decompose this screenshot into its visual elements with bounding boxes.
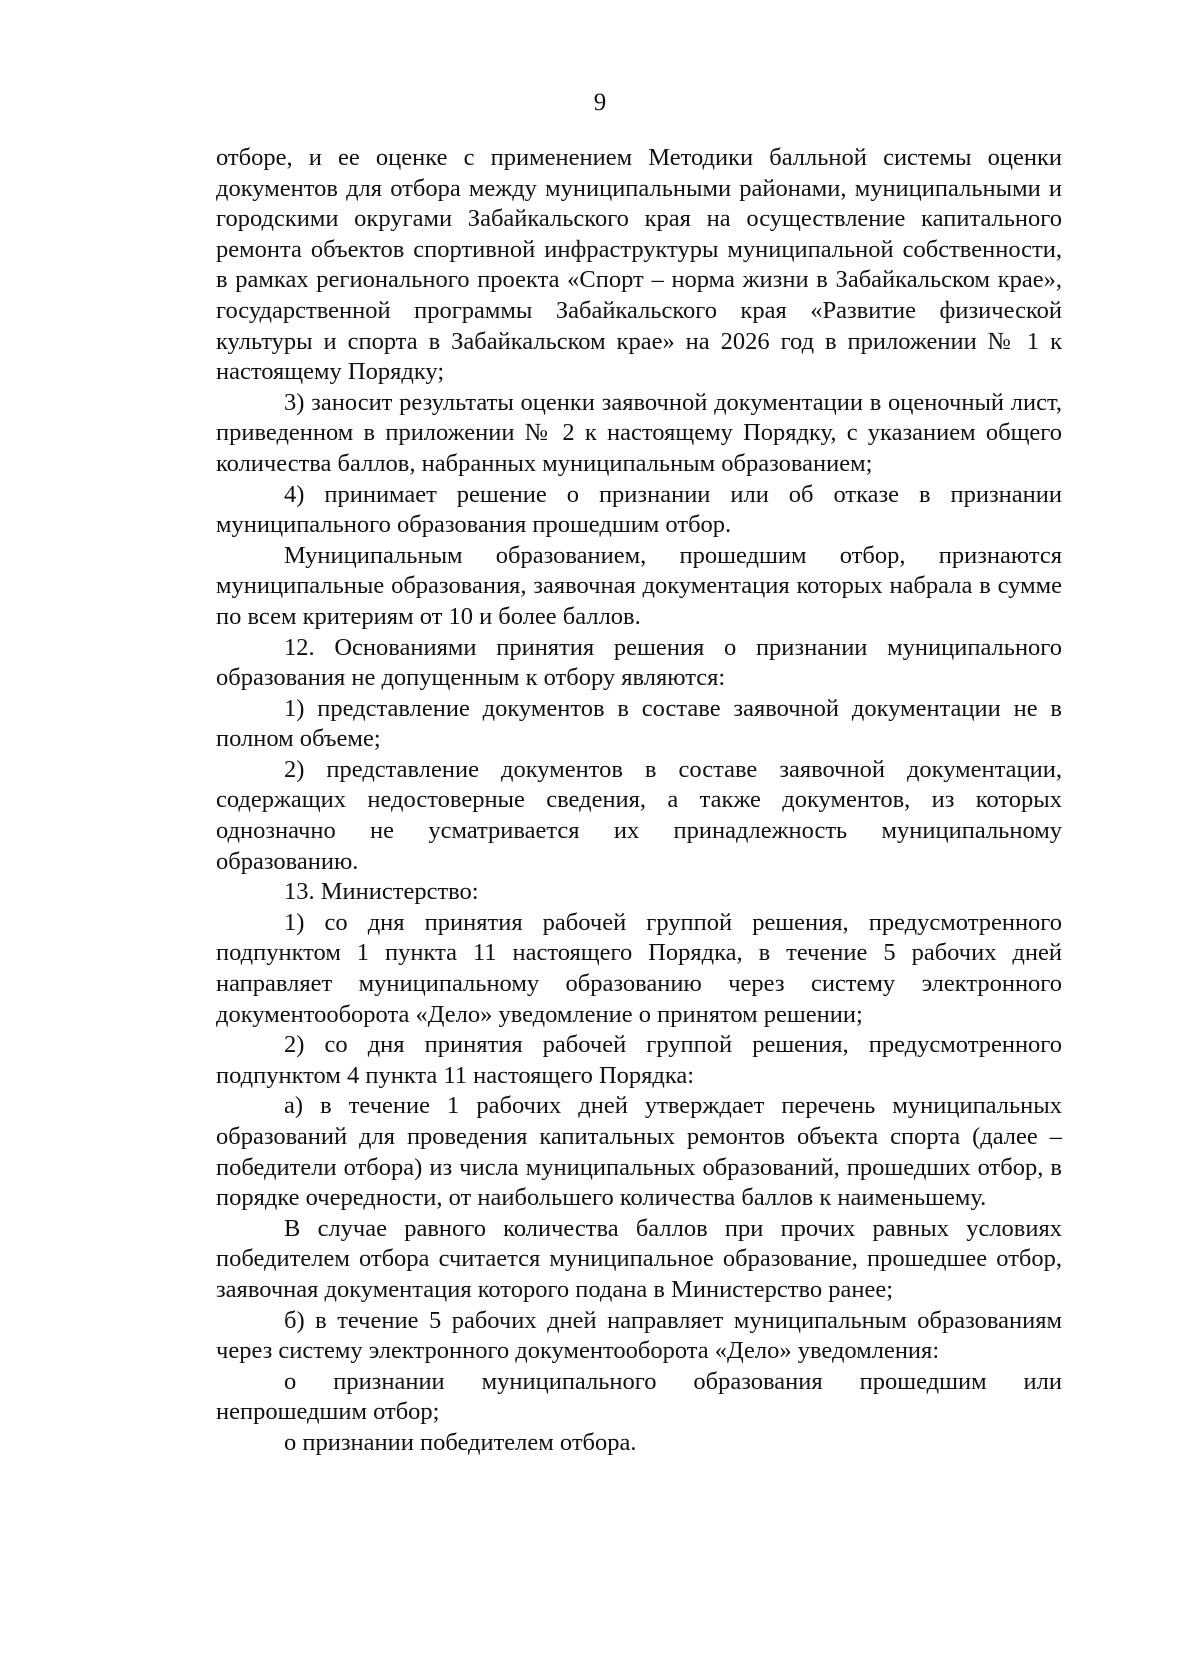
paragraph-passed-selection: Муниципальным образованием, прошедшим отбор, признаются муниципальные образования, заявочная документация которых набрала в сумме по всем критериям от 10 и более баллов. xyxy=(216,541,1062,630)
paragraph-equal-points: В случае равного количества баллов при прочих равных условиях победителем отбора считается муниципальное образование, прошедшее отбор, заявочная документация которого подана в Министерство ранее; xyxy=(216,1214,1062,1303)
document-body xyxy=(216,143,1062,1459)
paragraph-notice-passed: о признании муниципального образования прошедшим или непрошедшим отбор; xyxy=(216,1367,1062,1426)
paragraph-subitem-b: б) в течение 5 рабочих дней направляет муниципальным образованиям через систему электронного документооборота «Дело» уведомления: xyxy=(216,1306,1062,1365)
paragraph-clause-13-item-2: 2) со дня принятия рабочей группой решения, предусмотренного подпунктом 4 пункта 11 настоящего Порядка: xyxy=(216,1031,1062,1089)
paragraph-clause-12: 12. Основаниями принятия решения о признании муниципального образования не допущенным к отбору являются: xyxy=(216,633,1062,692)
paragraph-subitem-a: а) в течение 1 рабочих дней утверждает перечень муниципальных образований для проведения капитальных ремонтов объекта спорта (далее – победители отбора) из числа муниципальных образований, прошедших отбор, в порядке очередности, от наибольшего количества баллов к наименьшему. xyxy=(216,1092,1062,1212)
paragraph-item-3: 3) заносит результаты оценки заявочной документации в оценочный лист, приведенном в приложении № 2 к настоящему Порядку, с указанием общего количества баллов, набранных муниципальным образованием; xyxy=(216,388,1062,477)
paragraph-item-4: 4) принимает решение о признании или об отказе в признании муниципального образования прошедшим отбор. xyxy=(216,480,1062,539)
paragraph-notice-winner: о признании победителем отбора. xyxy=(284,1428,637,1456)
paragraph-clause-13-item-1: 1) со дня принятия рабочей группой решения, предусмотренного подпунктом 1 пункта 11 настоящего Порядка, в течение 5 рабочих дней направляет муниципальному образованию через систему электронного документооборота «Дело» уведомление о принятом решении; xyxy=(216,908,1062,1028)
paragraph-clause-12-item-2: 2) представление документов в составе заявочной документации, содержащих недостоверные сведения, а также документов, из которых однозначно не усматривается их принадлежность муниципальному образованию. xyxy=(216,755,1062,875)
paragraph-clause-13: 13. Министерство: xyxy=(284,878,479,906)
paragraph-clause-12-item-1: 1) представление документов в составе заявочной документации не в полном объеме; xyxy=(216,694,1062,753)
paragraph-continuation: отборе, и ее оценке с применением Методики балльной системы оценки документов для отбора между муниципальными районами, муниципальными и городскими округами Забайкальского края на осуществление капитального ремонта объектов спортивной инфраструктуры муниципальной собственности, в рамках регионального проекта «Спорт – норма жизни в Забайкальском крае», государственной программы Забайкальского края «Развитие физической культуры и спорта в Забайкальском крае» на 2026 год в приложении № 1 к настоящему Порядку; xyxy=(216,144,1062,386)
page-number: 9 xyxy=(593,89,607,116)
